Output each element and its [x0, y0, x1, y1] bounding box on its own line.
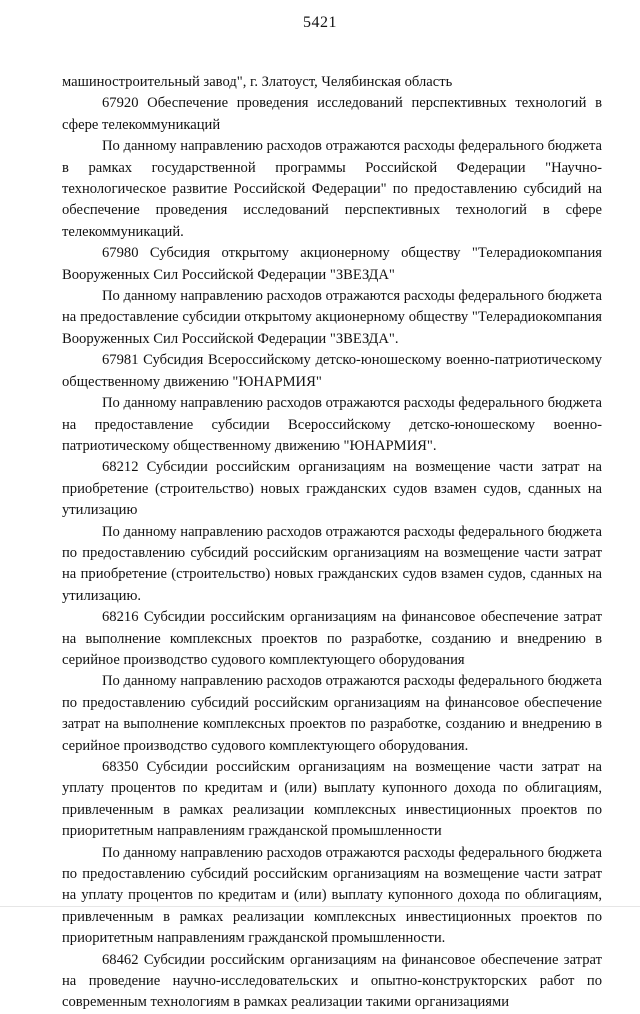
- paragraph: 68350 Субсидии российским организациям на возмещение части затрат на уплату процентов по кредитам и (или) выплату купонного дохода по облигациям, привлеченным в рамках реализации комплексных инвестиционных проектов по приоритетным направлениям гражданской промышленности: [62, 759, 602, 840]
- page-bottom-edge: [0, 906, 640, 907]
- paragraph: 68212 Субсидии российским организациям на возмещение части затрат на приобретение (строительство) новых гражданских судов взамен судов, сданных на утилизацию: [62, 459, 602, 519]
- paragraph: По данному направлению расходов отражаются расходы федерального бюджета по предоставлению субсидий российским организациям на финансовое обеспечение затрат на выполнение комплексных проектов по разработке, созданию и внедрению в серийное производство судового комплектующего оборудования.: [62, 673, 602, 754]
- paragraph: По данному направлению расходов отражаются расходы федерального бюджета на предоставление субсидии открытому акционерному обществу "Телерадиокомпания Вооруженных Сил Российской Федерации "ЗВЕЗДА".: [62, 288, 602, 347]
- paragraph: По данному направлению расходов отражаются расходы федерального бюджета на предоставление субсидии Всероссийскому детско-юношескому военно-патриотическому общественному движению "ЮНАРМИЯ".: [62, 395, 602, 454]
- paragraph: По данному направлению расходов отражаются расходы федерального бюджета в рамках государственной программы Российской Федерации "Научно-технологическое развитие Российской Федерации" по предоставлению субсидий на обеспечение проведения исследований перспективных технологий в сфере телекоммуникаций.: [62, 138, 602, 240]
- paragraph: По данному направлению расходов отражаются расходы федерального бюджета по предоставлению субсидий российским организациям на возмещение части затрат на приобретение (строительство) новых гражданских судов взамен судов, сданных на утилизацию.: [62, 523, 602, 604]
- paragraph: По данному направлению расходов отражаются расходы федерального бюджета по предоставлению субсидий российским организациям на возмещение части затрат на уплату процентов по кредитам и (или) выплату купонного дохода по облигациям, привлеченным в рамках реализации комплексных инвестиционных проектов по приоритетным направлениям гражданской промышленности.: [62, 844, 602, 947]
- page-number: 5421: [303, 14, 337, 31]
- paragraph: 67920 Обеспечение проведения исследований перспективных технологий в сфере телекоммуникаций: [62, 95, 602, 133]
- paragraph: 68462 Субсидии российским организациям на финансовое обеспечение затрат на проведение научно-исследовательских и опытно-конструкторских работ по современным технологиям в рамках реализации такими организациями: [62, 951, 602, 1011]
- document-body: [62, 72, 602, 1014]
- paragraph: машиностроительный завод", г. Златоуст, Челябинская область: [62, 74, 453, 90]
- paragraph: 68216 Субсидии российским организациям на финансовое обеспечение затрат на выполнение комплексных проектов по разработке, созданию и внедрению в серийное производство судового комплектующего оборудования: [62, 609, 602, 668]
- paragraph: 67981 Субсидия Всероссийскому детско-юношескому военно-патриотическому общественному движению "ЮНАРМИЯ": [62, 352, 602, 390]
- paragraph: 67980 Субсидия открытому акционерному обществу "Телерадиокомпания Вооруженных Сил Российской Федерации "ЗВЕЗДА": [62, 245, 602, 283]
